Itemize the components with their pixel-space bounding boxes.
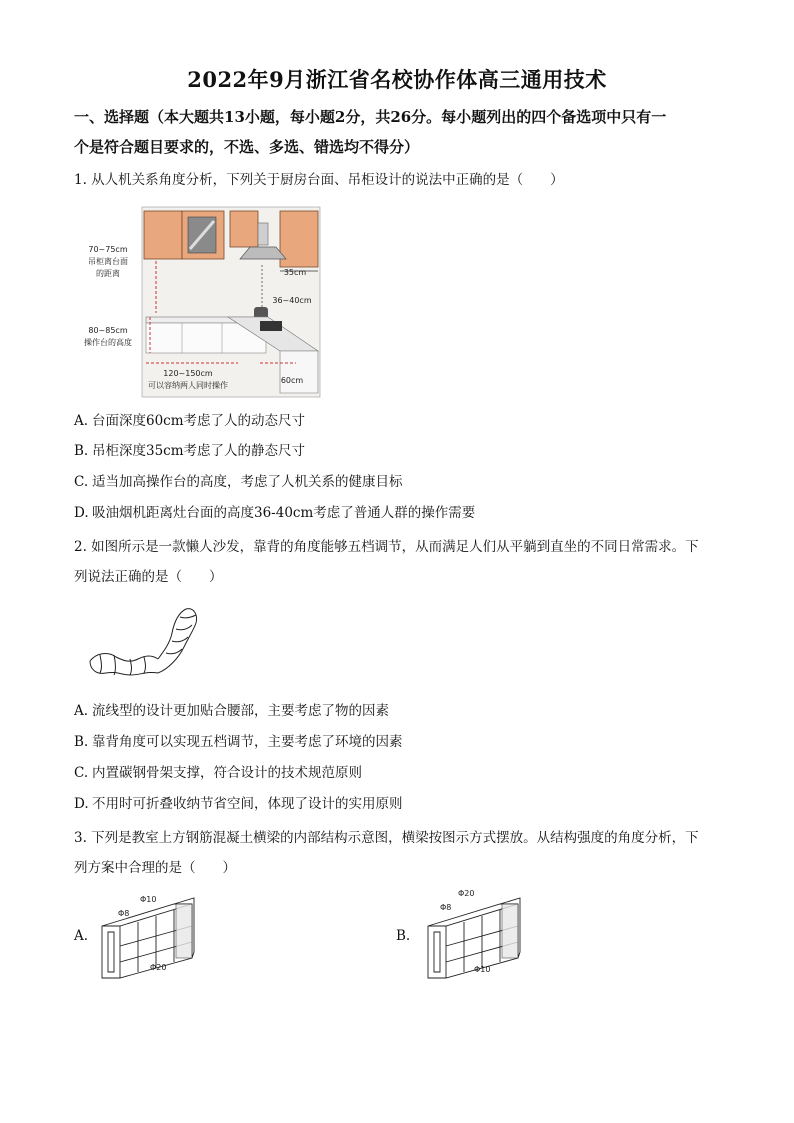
beam-a-bottom-label: Φ20 — [150, 963, 167, 972]
label-width-value: 120~150cm — [163, 369, 213, 378]
section-heading-line2: 个是符合题目要求的，不选、多选、错选均不得分） — [74, 138, 420, 156]
question-2-stem-line1: 2. 如图所示是一款懒人沙发，靠背的角度能够五档调节，从而满足人们从平躺到直坐的不同日常需求。下 — [74, 539, 699, 555]
kitchen-dimension-figure — [82, 203, 324, 400]
lazy-sofa-figure — [86, 603, 202, 685]
label-60cm: 60cm — [280, 376, 304, 385]
page-title: 2022年9月浙江省名校协作体高三通用技术 — [187, 67, 607, 92]
question-1-option-b[interactable]: B. 吊柜深度35cm考虑了人的静态尺寸 — [74, 443, 306, 459]
question-3-option-a-label[interactable]: A. — [74, 928, 89, 944]
question-3-stem-line1: 3. 下列是教室上方钢筋混凝土横梁的内部结构示意图，横梁按图示方式摆放。从结构强度的角度分析，下 — [74, 830, 699, 846]
beam-b-bottom-label: Φ10 — [474, 965, 491, 974]
question-1-option-d[interactable]: D. 吸油烟机距离灶台面的高度36-40cm考虑了普通人群的操作需要 — [74, 505, 476, 521]
question-1-option-c[interactable]: C. 适当加高操作台的高度，考虑了人机关系的健康目标 — [74, 474, 403, 490]
label-counter-text: 操作台的高度 — [84, 338, 132, 347]
beam-a-top-label: Φ10 — [140, 895, 157, 904]
beam-b-top-label: Φ20 — [458, 889, 475, 898]
question-2-option-b[interactable]: B. 靠背角度可以实现五档调节，主要考虑了环境的因素 — [74, 734, 403, 750]
question-2-option-d[interactable]: D. 不用时可折叠收纳节省空间，体现了设计的实用原则 — [74, 796, 403, 812]
question-1-option-a[interactable]: A. 台面深度60cm考虑了人的动态尺寸 — [74, 413, 306, 429]
question-2-stem-line2: 列说法正确的是（ ） — [74, 569, 223, 585]
label-wall-cabinet-value: 70~75cm — [88, 245, 128, 254]
label-36-40cm: 36~40cm — [272, 296, 312, 305]
label-wall-cabinet-line2: 的距离 — [96, 269, 120, 278]
question-3-option-b-label[interactable]: B. — [396, 928, 411, 944]
question-3-stem-line2: 列方案中合理的是（ ） — [74, 860, 236, 876]
label-width-text: 可以容纳两人同时操作 — [148, 381, 228, 390]
section-heading-line1: 一、选择题（本大题共13小题，每小题2分，共26分。每小题列出的四个备选项中只有一 — [74, 108, 667, 126]
beam-figure-b — [418, 886, 538, 980]
label-wall-cabinet-line1: 吊柜离台面 — [88, 257, 128, 266]
beam-a-mid-label: Φ8 — [118, 909, 130, 918]
beam-b-mid-label: Φ8 — [440, 903, 452, 912]
label-counter-value: 80~85cm — [88, 326, 128, 335]
question-1-stem: 1. 从人机关系角度分析，下列关于厨房台面、吊柜设计的说法中正确的是（ ） — [74, 172, 564, 188]
beam-figure-a — [92, 886, 212, 980]
question-2-option-c[interactable]: C. 内置碳钢骨架支撑，符合设计的技术规范原则 — [74, 765, 362, 781]
label-35cm: 35cm — [283, 268, 307, 277]
question-2-option-a[interactable]: A. 流线型的设计更加贴合腰部，主要考虑了物的因素 — [74, 703, 389, 719]
